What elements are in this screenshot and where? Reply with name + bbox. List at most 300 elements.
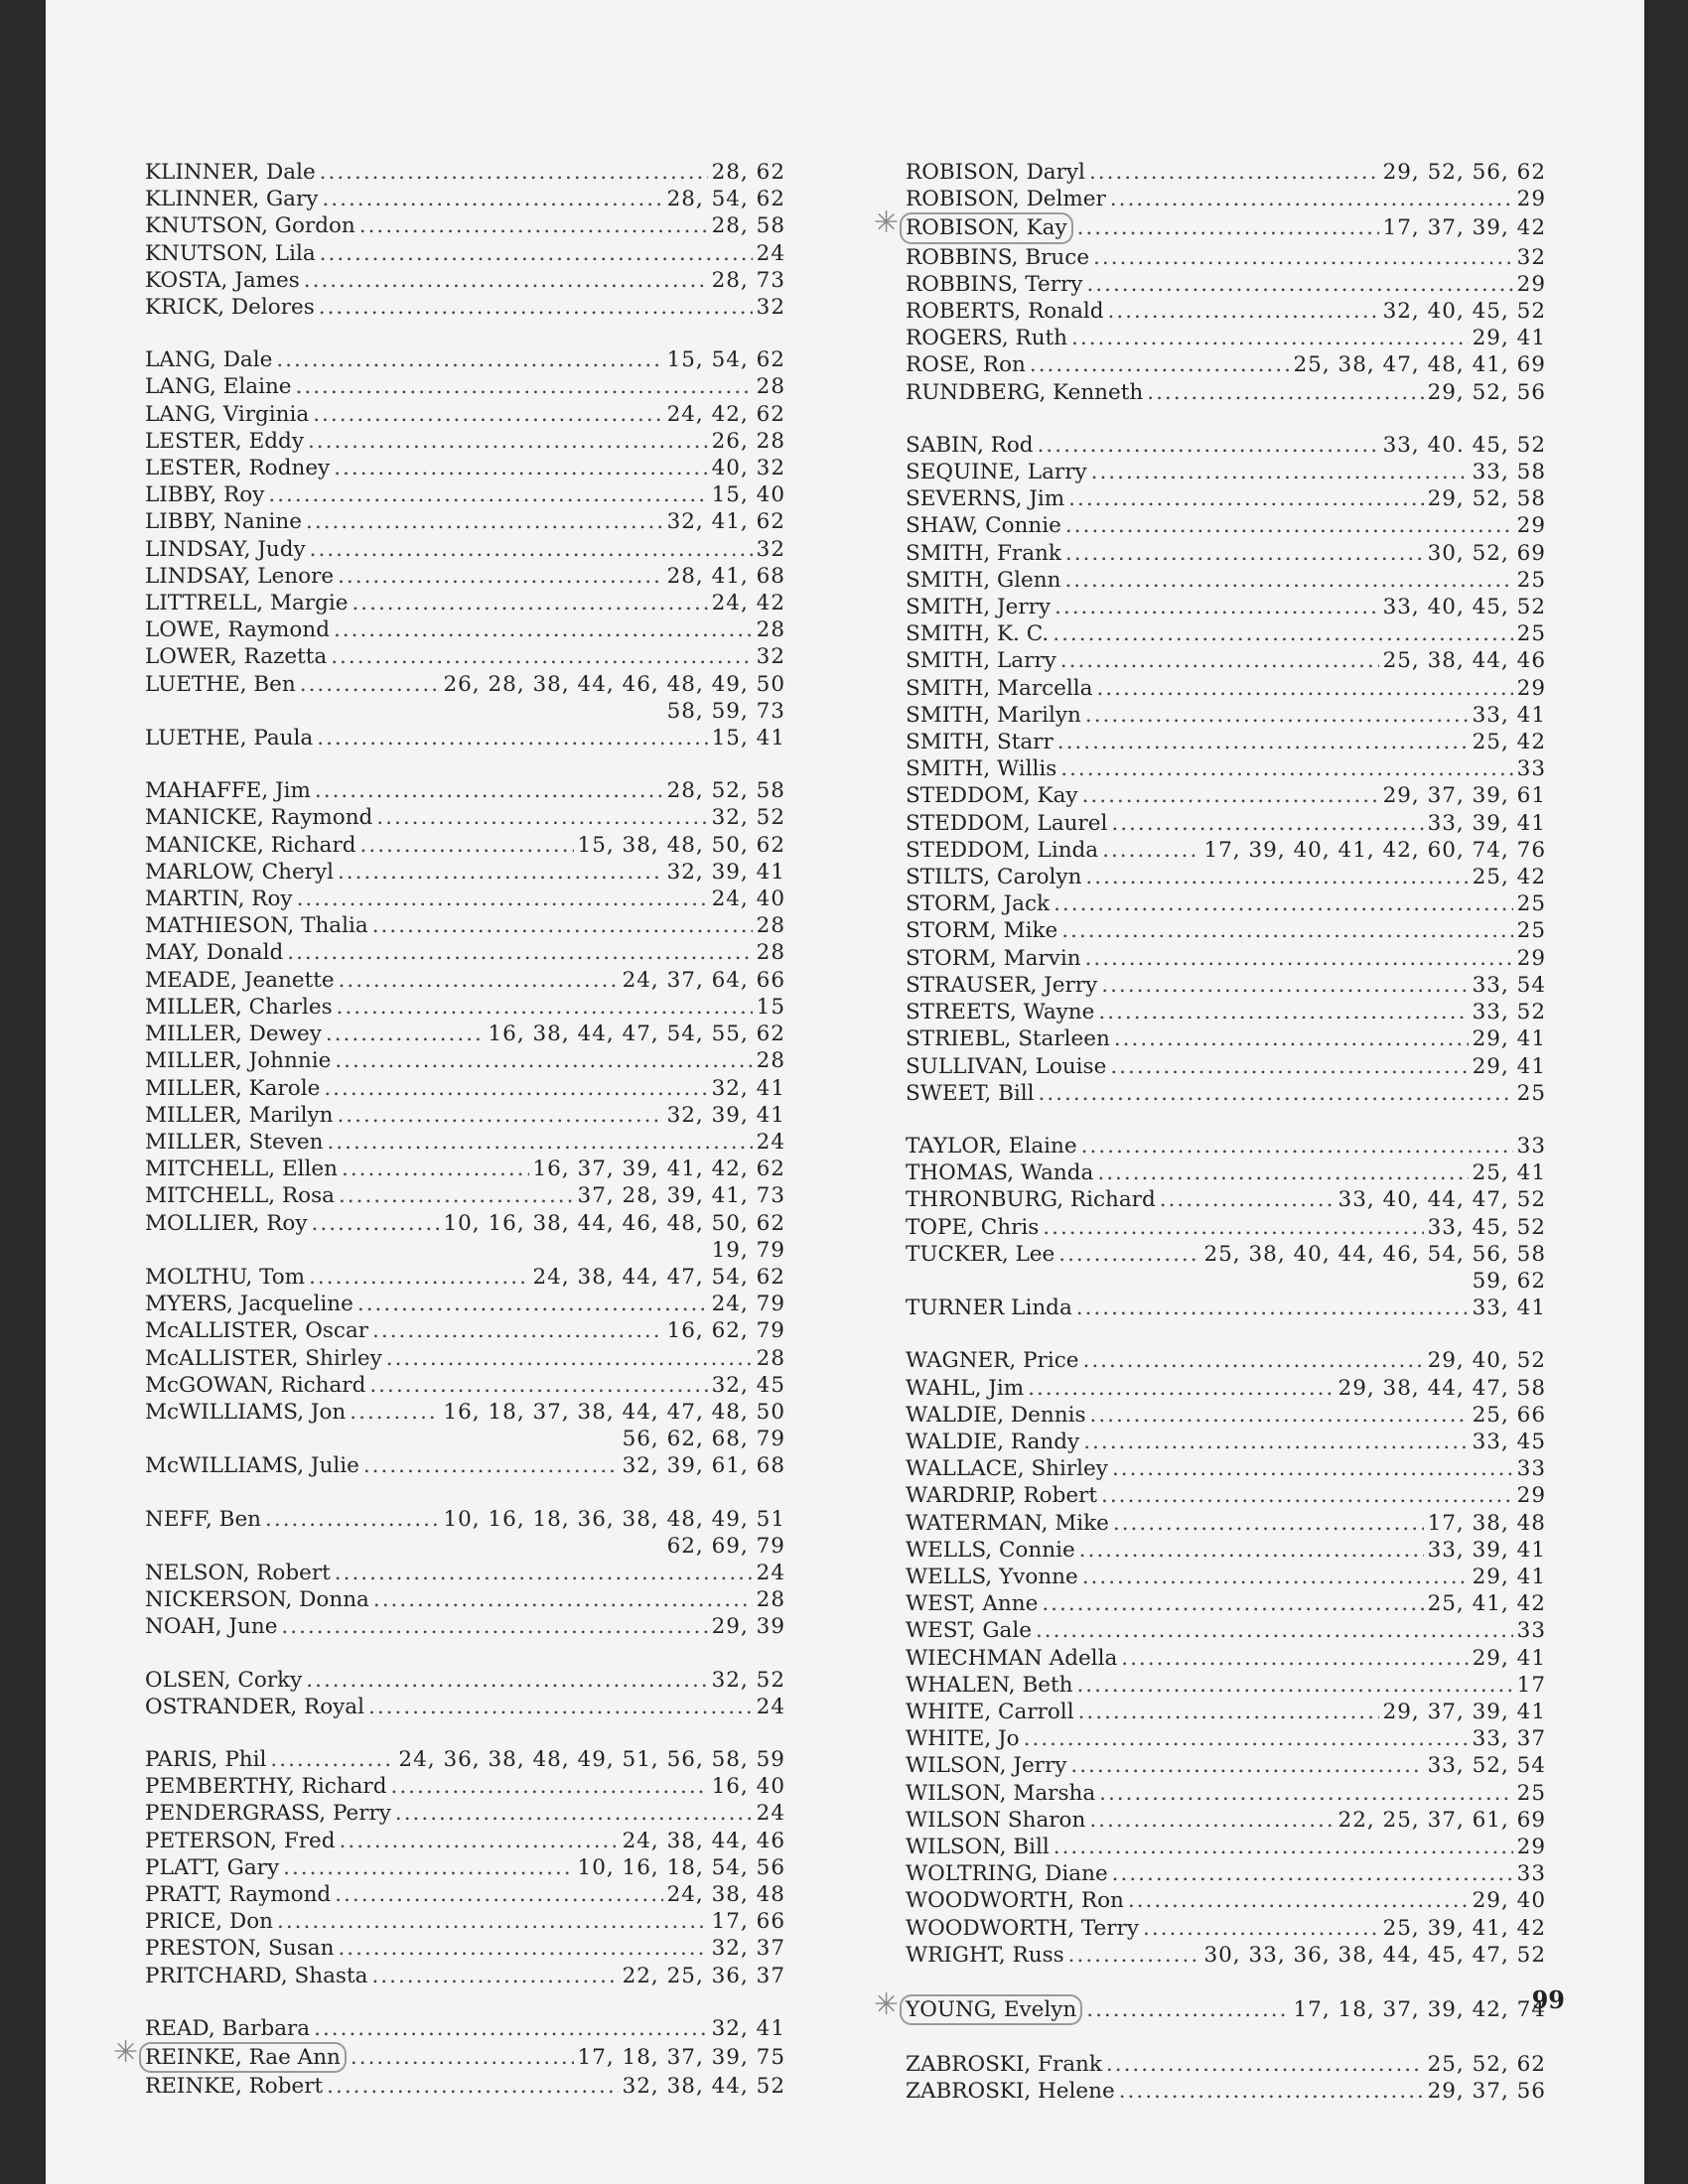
entry-name: WAGNER, Price [906, 1348, 1079, 1374]
entry-name: STORM, Jack [906, 891, 1051, 917]
entry-pages: 25, 41 [1472, 1160, 1546, 1186]
entry-name: WOODWORTH, Ron [906, 1888, 1124, 1914]
section-gap [145, 1641, 785, 1667]
entry-pages: 16, 62, 79 [666, 1318, 785, 1344]
dot-leader [1043, 1214, 1423, 1241]
dot-leader [1096, 675, 1512, 702]
index-entry [906, 325, 1546, 351]
index-page [46, 0, 1644, 2184]
entry-pages: 29, 37, 56 [1427, 2079, 1546, 2105]
index-entry [906, 594, 1546, 620]
index-entry [145, 1613, 785, 1640]
dot-leader [1082, 1564, 1469, 1590]
index-entry [906, 1025, 1546, 1052]
entry-pages: 29, 38, 44, 47, 58 [1337, 1375, 1546, 1401]
dot-leader [326, 1021, 485, 1047]
entry-pages: 29 [1516, 187, 1546, 212]
dot-leader [1068, 1942, 1200, 1969]
dot-leader [350, 1399, 439, 1426]
entry-pages: 32 [1516, 244, 1546, 270]
entry-name: LINDSAY, Lenore [145, 563, 335, 589]
dot-leader [314, 2015, 707, 2042]
dot-leader [1060, 647, 1379, 674]
dot-leader [1097, 1160, 1468, 1186]
index-entry [145, 671, 785, 698]
entry-name: PENDERGRASS, Perry [145, 1801, 391, 1827]
entry-name: WIECHMAN Adella [906, 1645, 1118, 1671]
entry-name: ROBISON, Kay [900, 212, 1073, 243]
entry-name: WEST, Anne [906, 1591, 1039, 1617]
index-entry [145, 186, 785, 212]
index-column-right [874, 159, 1546, 2106]
dot-leader [287, 939, 752, 966]
entry-name: SULLIVAN, Louise [906, 1053, 1107, 1079]
entry-pages: 15, 41 [711, 726, 785, 751]
dot-leader [335, 1881, 662, 1908]
entry-pages: 16, 18, 37, 38, 44, 47, 48, 50 [443, 1399, 785, 1425]
dot-leader [1078, 1699, 1379, 1725]
index-entry [906, 244, 1546, 271]
entry-pages: 29, 52, 56, 62 [1382, 160, 1546, 185]
entry-pages: 16, 40 [711, 1774, 785, 1800]
entry-name: MILLER, Johnnie [145, 1048, 332, 1074]
dot-leader [297, 886, 708, 912]
entry-name: TOPE, Chris [906, 1214, 1040, 1240]
entry-name: SWEET, Bill [906, 1080, 1035, 1106]
index-entry [906, 1942, 1546, 1969]
entry-pages: 33, 41 [1472, 702, 1546, 728]
entry-name: REINKE, Rae Ann [139, 2042, 347, 2073]
entry-name: KNUTSON, Gordon [145, 213, 355, 239]
index-entry [145, 1399, 785, 1426]
entry-name: MATHIESON, Thalia [145, 913, 368, 939]
entry-pages: 32 [756, 295, 785, 321]
index-entry [906, 567, 1546, 594]
dot-leader [317, 725, 707, 751]
index-entry [906, 810, 1546, 837]
entry-name: SEQUINE, Larry [906, 460, 1087, 485]
entry-name: WILSON, Bill [906, 1834, 1050, 1859]
index-entry [906, 972, 1546, 999]
entry-pages: 32, 52 [711, 805, 785, 831]
entry-pages: 25, 39, 41, 42 [1382, 1915, 1546, 1941]
dot-leader [386, 1345, 753, 1372]
index-entry [145, 267, 785, 294]
entry-name: SMITH, Marcella [906, 675, 1093, 701]
entry-pages: 24 [756, 1560, 785, 1585]
entry-name: TUCKER, Lee [906, 1241, 1055, 1267]
index-entry [906, 702, 1546, 729]
entry-name: WALDIE, Randy [906, 1429, 1080, 1454]
dot-leader [1086, 271, 1512, 298]
dot-leader [310, 536, 753, 563]
index-entry [906, 1860, 1546, 1887]
index-entry [145, 1881, 785, 1908]
index-entry [145, 967, 785, 994]
entry-name: WAHL, Jim [906, 1375, 1025, 1401]
entry-name: SABIN, Rod [906, 432, 1034, 458]
entry-pages-continued: 59, 62 [1472, 1268, 1546, 1294]
dot-leader [1086, 1996, 1289, 2023]
entry-name: REINKE, Robert [145, 2074, 324, 2100]
index-entry [906, 2078, 1546, 2105]
index-entry [145, 725, 785, 751]
dot-leader [277, 1908, 708, 1935]
index-entry [906, 782, 1546, 809]
asterisk-mark-icon: ✳ [874, 1987, 900, 2022]
entry-pages: 33, 39, 41 [1427, 810, 1546, 836]
entry-pages: 16, 38, 44, 47, 54, 55, 62 [488, 1022, 785, 1047]
entry-name: SMITH, Starr [906, 730, 1054, 755]
dot-leader [309, 1264, 528, 1291]
index-entry [906, 1752, 1546, 1779]
entry-pages: 10, 16, 38, 44, 46, 48, 50, 62 [443, 1210, 785, 1236]
index-entry [906, 1214, 1546, 1241]
dot-leader [1076, 1672, 1512, 1699]
index-entry [145, 590, 785, 616]
entry-pages: 32, 39, 61, 68 [622, 1453, 785, 1479]
index-entry [145, 1908, 785, 1935]
entry-name: WOLTRING, Diane [906, 1861, 1108, 1887]
index-entry [906, 459, 1546, 485]
entry-pages: 28, 54, 62 [666, 187, 785, 212]
entry-pages: 30, 33, 36, 38, 44, 45, 47, 52 [1203, 1942, 1546, 1968]
entry-name: SEVERNS, Jim [906, 486, 1065, 512]
index-entry [874, 205, 1546, 243]
entry-pages: 33, 58 [1472, 460, 1546, 485]
index-entry [145, 508, 785, 535]
entry-name: WHITE, Carroll [906, 1699, 1074, 1724]
entry-pages: 29, 41 [1472, 1026, 1546, 1052]
dot-leader [335, 1560, 753, 1586]
index-entry [906, 864, 1546, 890]
entry-name: PARIS, Phil [145, 1746, 267, 1772]
entry-name: NOAH, June [145, 1614, 278, 1640]
entry-pages: 29, 37, 39, 61 [1382, 783, 1546, 809]
entry-name: WILSON, Jerry [906, 1753, 1067, 1779]
entry-pages: 28 [756, 940, 785, 966]
entry-name: LANG, Virginia [145, 401, 310, 427]
entry-pages: 32, 45 [711, 1372, 785, 1398]
index-entry [145, 1021, 785, 1047]
entry-pages: 28 [756, 1048, 785, 1074]
index-entry [145, 2015, 785, 2042]
index-entry [145, 1828, 785, 1854]
index-entry [906, 675, 1546, 702]
entry-pages: 15, 38, 48, 50, 62 [577, 832, 785, 858]
entry-name: ROBERTS, Ronald [906, 299, 1104, 325]
dot-leader [1099, 1780, 1513, 1807]
entry-pages: 25, 52, 62 [1427, 2052, 1546, 2078]
entry-pages-continued: 19, 79 [711, 1237, 785, 1263]
index-entry [906, 1482, 1546, 1509]
entry-name: KNUTSON, Lila [145, 240, 316, 266]
dot-leader [368, 1694, 753, 1720]
section-gap [906, 406, 1546, 432]
entry-pages: 24, 36, 38, 48, 49, 51, 56, 58, 59 [398, 1746, 785, 1772]
entry-pages: 32, 52 [711, 1667, 785, 1693]
entry-pages: 25 [1516, 567, 1546, 593]
entry-name: LITTRELL, Margie [145, 591, 349, 616]
entry-pages: 28, 58 [711, 213, 785, 239]
section-gap [906, 2025, 1546, 2051]
section-gap [145, 751, 785, 777]
entry-pages: 32 [756, 536, 785, 562]
index-entry [145, 536, 785, 563]
dot-leader [1106, 2051, 1424, 2078]
entry-name: PEMBERTHY, Richard [145, 1774, 387, 1800]
dot-leader [1036, 1617, 1513, 1644]
entry-name: SMITH, K. C. [906, 621, 1050, 647]
entry-pages: 24, 42, 62 [666, 401, 785, 427]
entry-pages: 25 [1516, 918, 1546, 944]
entry-pages: 29, 37, 39, 41 [1382, 1699, 1546, 1724]
dot-leader [1110, 186, 1513, 212]
index-entry [906, 159, 1546, 186]
entry-pages: 33 [1516, 1618, 1546, 1644]
dot-leader [265, 1506, 439, 1533]
dot-leader [313, 401, 662, 428]
dot-leader [1085, 702, 1469, 729]
entry-name: SMITH, Frank [906, 540, 1061, 566]
entry-name: MEADE, Jeanette [145, 967, 335, 993]
entry-pages: 33, 45 [1472, 1429, 1546, 1454]
dot-leader [337, 1102, 662, 1129]
dot-leader [1068, 485, 1423, 512]
dot-leader [1091, 459, 1469, 485]
entry-name: TAYLOR, Elaine [906, 1133, 1077, 1159]
dot-leader [320, 240, 753, 267]
dot-leader [1089, 159, 1379, 186]
dot-leader [306, 508, 663, 535]
index-entry [906, 271, 1546, 298]
entry-name: ROBISON, Daryl [906, 160, 1085, 185]
index-entry [145, 1317, 785, 1344]
dot-leader [1102, 837, 1199, 864]
entry-name: STEDDOM, Linda [906, 837, 1099, 863]
entry-name: SHAW, Connie [906, 513, 1061, 539]
index-entry [906, 351, 1546, 378]
entry-pages: 17, 37, 39, 42 [1382, 215, 1546, 241]
index-entry [145, 777, 785, 804]
dot-leader [359, 212, 708, 239]
dot-leader [1071, 325, 1469, 351]
entry-pages: 24 [756, 1801, 785, 1827]
entry-name: NELSON, Robert [145, 1560, 331, 1585]
entry-name: ROBBINS, Bruce [906, 244, 1090, 270]
entry-pages: 28, 41, 68 [666, 563, 785, 589]
entry-pages: 24, 38, 44, 46 [622, 1828, 785, 1853]
dot-leader [283, 1854, 573, 1881]
entry-name: LANG, Elaine [145, 374, 292, 400]
dot-leader [306, 1667, 707, 1694]
dot-leader [335, 1047, 752, 1074]
entry-name: KLINNER, Gary [145, 187, 319, 212]
entry-pages: 17 [1516, 1672, 1546, 1698]
entry-name: MAHAFFE, Jim [145, 778, 311, 804]
dot-leader [357, 1291, 708, 1317]
dot-leader [334, 616, 753, 643]
entry-pages: 32, 38, 44, 52 [622, 2074, 785, 2100]
entry-pages: 29, 41 [1472, 1053, 1546, 1079]
entry-pages: 33, 40, 45, 52 [1382, 595, 1546, 620]
index-entry [145, 1773, 785, 1800]
entry-name: SMITH, Willis [906, 756, 1057, 782]
dot-leader [339, 967, 619, 994]
index-entry [906, 1672, 1546, 1699]
entry-pages: 29 [1516, 1834, 1546, 1859]
entry-pages: 33, 39, 41 [1427, 1537, 1546, 1563]
entry-pages: 28, 73 [711, 267, 785, 293]
index-entry [906, 837, 1546, 864]
index-entry [145, 1372, 785, 1399]
index-entry [145, 1182, 785, 1209]
index-entry [906, 1133, 1546, 1160]
dot-leader [334, 455, 707, 481]
dot-leader [1128, 1887, 1469, 1914]
index-entry [145, 1210, 785, 1237]
entry-pages: 24, 38, 44, 47, 54, 62 [532, 1264, 785, 1290]
entry-name: PRATT, Raymond [145, 1881, 332, 1907]
dot-leader [369, 1372, 707, 1399]
entry-name: WELLS, Connie [906, 1537, 1075, 1563]
entry-name: NEFF, Ben [145, 1506, 262, 1532]
entry-pages: 24 [756, 240, 785, 266]
index-entry [145, 1935, 785, 1962]
index-entry [906, 1887, 1546, 1914]
entry-name: PLATT, Gary [145, 1854, 280, 1880]
index-entry [145, 455, 785, 481]
dot-leader [1111, 810, 1423, 837]
index-entry [906, 1617, 1546, 1644]
entry-name: LIBBY, Nanine [145, 509, 303, 535]
asterisk-mark-icon: ✳ [113, 2035, 139, 2070]
entry-name: MOLTHU, Tom [145, 1264, 306, 1290]
entry-name: MILLER, Charles [145, 994, 333, 1020]
dot-leader [1110, 1053, 1468, 1080]
entry-name: STORM, Marvin [906, 945, 1081, 971]
index-entry [906, 1590, 1546, 1617]
index-entry [145, 159, 785, 186]
dot-leader [331, 643, 752, 670]
index-entry [145, 1156, 785, 1182]
dot-leader [1065, 540, 1424, 567]
entry-pages: 22, 25, 37, 61, 69 [1337, 1807, 1546, 1833]
index-entry [145, 1291, 785, 1317]
dot-leader [372, 1317, 663, 1344]
dot-leader [1114, 1025, 1469, 1052]
entry-pages: 32, 41 [711, 2015, 785, 2041]
entry-name: NICKERSON, Donna [145, 1587, 369, 1613]
entry-name: KRICK, Delores [145, 295, 315, 321]
entry-name: WRIGHT, Russ [906, 1942, 1064, 1968]
entry-name: MILLER, Karole [145, 1075, 321, 1101]
dot-leader [1083, 1429, 1468, 1455]
index-entry [145, 832, 785, 859]
entry-name: STEDDOM, Laurel [906, 810, 1108, 836]
entry-name: LINDSAY, Judy [145, 536, 306, 562]
entry-name: SMITH, Glenn [906, 567, 1061, 593]
entry-pages: 29, 40, 52 [1427, 1348, 1546, 1374]
entry-name: McALLISTER, Oscar [145, 1318, 369, 1344]
entry-pages: 25, 38, 40, 44, 46, 54, 56, 58 [1203, 1241, 1546, 1267]
index-entry [145, 212, 785, 239]
dot-leader [1076, 1295, 1469, 1321]
index-entry [145, 1506, 785, 1533]
dot-leader [1070, 1752, 1423, 1779]
entry-pages: 33, 40. 45, 52 [1382, 432, 1546, 458]
entry-pages: 33, 40, 44, 47, 52 [1337, 1187, 1546, 1213]
entry-name: OSTRANDER, Royal [145, 1694, 364, 1719]
dot-leader [360, 832, 574, 859]
index-entry [906, 512, 1546, 539]
entry-pages: 33 [1516, 1456, 1546, 1482]
entry-name: McWILLIAMS, Jon [145, 1399, 347, 1425]
index-entry [145, 1963, 785, 1989]
entry-pages: 32, 41 [711, 1075, 785, 1101]
index-entry [145, 1264, 785, 1291]
entry-pages: 25, 42 [1472, 730, 1546, 755]
entry-name: THOMAS, Wanda [906, 1160, 1094, 1186]
entry-pages-continued: 58, 59, 73 [666, 698, 785, 724]
index-entry [906, 298, 1546, 325]
entry-name: MYERS, Jacqueline [145, 1292, 353, 1317]
entry-name: STORM, Mike [906, 918, 1058, 944]
entry-name: ROBISON, Delmer [906, 187, 1106, 212]
entry-name: KLINNER, Dale [145, 160, 316, 185]
entry-pages: 33, 45, 52 [1427, 1214, 1546, 1240]
entry-pages: 32 [756, 644, 785, 670]
entry-pages: 29, 39 [711, 1614, 785, 1640]
entry-pages: 25, 38, 47, 48, 41, 69 [1293, 352, 1546, 378]
entry-pages: 28 [756, 374, 785, 400]
dot-leader [276, 346, 662, 373]
section-gap [906, 1107, 1546, 1133]
index-entry [145, 1047, 785, 1074]
entry-pages: 17, 39, 40, 41, 42, 60, 74, 76 [1203, 837, 1546, 863]
entry-pages: 24 [756, 1129, 785, 1155]
entry-pages: 17, 18, 37, 39, 42, 74 [1293, 1997, 1546, 2022]
index-entry [906, 1510, 1546, 1537]
entry-pages: 26, 28, 38, 44, 46, 48, 49, 50 [443, 671, 785, 697]
entry-name: LESTER, Eddy [145, 428, 304, 454]
entry-pages: 33 [1516, 756, 1546, 782]
index-entry [906, 2051, 1546, 2078]
index-entry [906, 890, 1546, 917]
entry-pages: 25, 38, 44, 46 [1382, 648, 1546, 674]
dot-leader [1061, 917, 1512, 944]
dot-leader [1030, 351, 1290, 378]
entry-name: THRONBURG, Richard [906, 1187, 1156, 1213]
index-entry [145, 373, 785, 400]
entry-name: McWILLIAMS, Julie [145, 1453, 359, 1479]
entry-pages: 24, 37, 64, 66 [622, 967, 785, 993]
entry-pages: 22, 25, 36, 37 [622, 1963, 785, 1988]
dot-leader [315, 777, 663, 804]
entry-name: MITCHELL, Rosa [145, 1183, 335, 1209]
index-entry [113, 2035, 785, 2073]
dot-leader [338, 1935, 707, 1962]
entry-pages: 24, 40 [711, 887, 785, 912]
index-entry [906, 1402, 1546, 1429]
dot-leader [342, 1156, 529, 1182]
entry-pages: 33, 41 [1472, 1296, 1546, 1321]
entry-pages: 28 [756, 913, 785, 939]
dot-leader [1028, 1375, 1334, 1402]
index-entry [906, 999, 1546, 1025]
index-entry [145, 1452, 785, 1479]
index-entry [906, 1186, 1546, 1213]
